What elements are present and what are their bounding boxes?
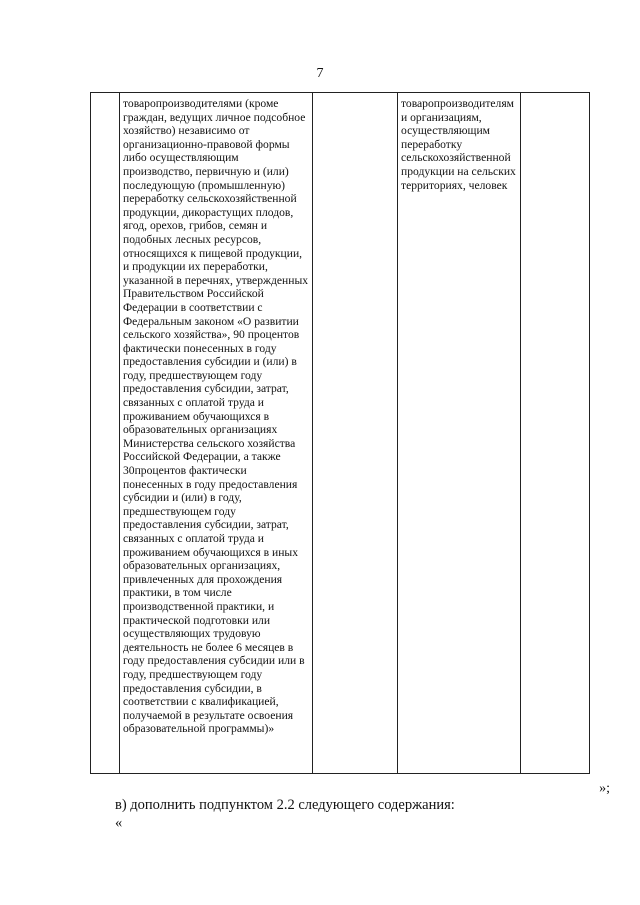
document-table (90, 92, 590, 774)
table-cell-description: товаропроизводителями (кроме граждан, ведущих личное подсобное хозяйство) независимо от организационно-правовой формы либо осуществляющим производство, первичную и (или) последующую (промышленную) переработку сельскохозяйственной продукции, дикорастущих плодов, ягод, орехов, грибов, семян и подобных лесных ресурсов, относящихся к пищевой продукции, и продукции их переработки, указанной в перечнях, утвержденных Правительством Российской Федерации в соответствии с Федеральным законом «О развитии сельского хозяйства», 90 процентов фактически понесенных в году предоставления субсидии и (или) в году, предшествующем году предоставления субсидии, затрат, связанных с оплатой труда и проживанием обучающихся в образовательных организациях Министерства сельского хозяйства Российской Федерации, а также 30процентов фактически понесенных в году предоставления субсидии и (или) в году, предшествующем году предоставления субсидии, затрат, связанных с оплатой труда и проживанием обучающихся в иных образовательных организациях, привлеченных для прохождения практики, в том числе производственной практики, и практической подготовки или осуществляющих трудовую деятельность не более 6 месяцев в году предоставления субсидии или в году, предшествующем году предоставления субсидии, в соответствии с квалификацией, получаемой в результате освоения образовательной программы)» (120, 93, 313, 774)
table-cell-3 (313, 93, 398, 774)
table-cell-5 (521, 93, 590, 774)
opening-quote-mark: « (115, 815, 123, 831)
table-cell-indicator: товаропроизводителям и организациям, осуществляющим переработку сельскохозяйственной продукции на сельских территориях, человек (398, 93, 521, 774)
table-row (91, 93, 590, 774)
amendment-paragraph: в) дополнить подпунктом 2.2 следующего содержания: (115, 797, 455, 813)
table-cell-1 (91, 93, 120, 774)
closing-quote-mark: »; (599, 781, 610, 796)
page-number: 7 (316, 66, 324, 81)
